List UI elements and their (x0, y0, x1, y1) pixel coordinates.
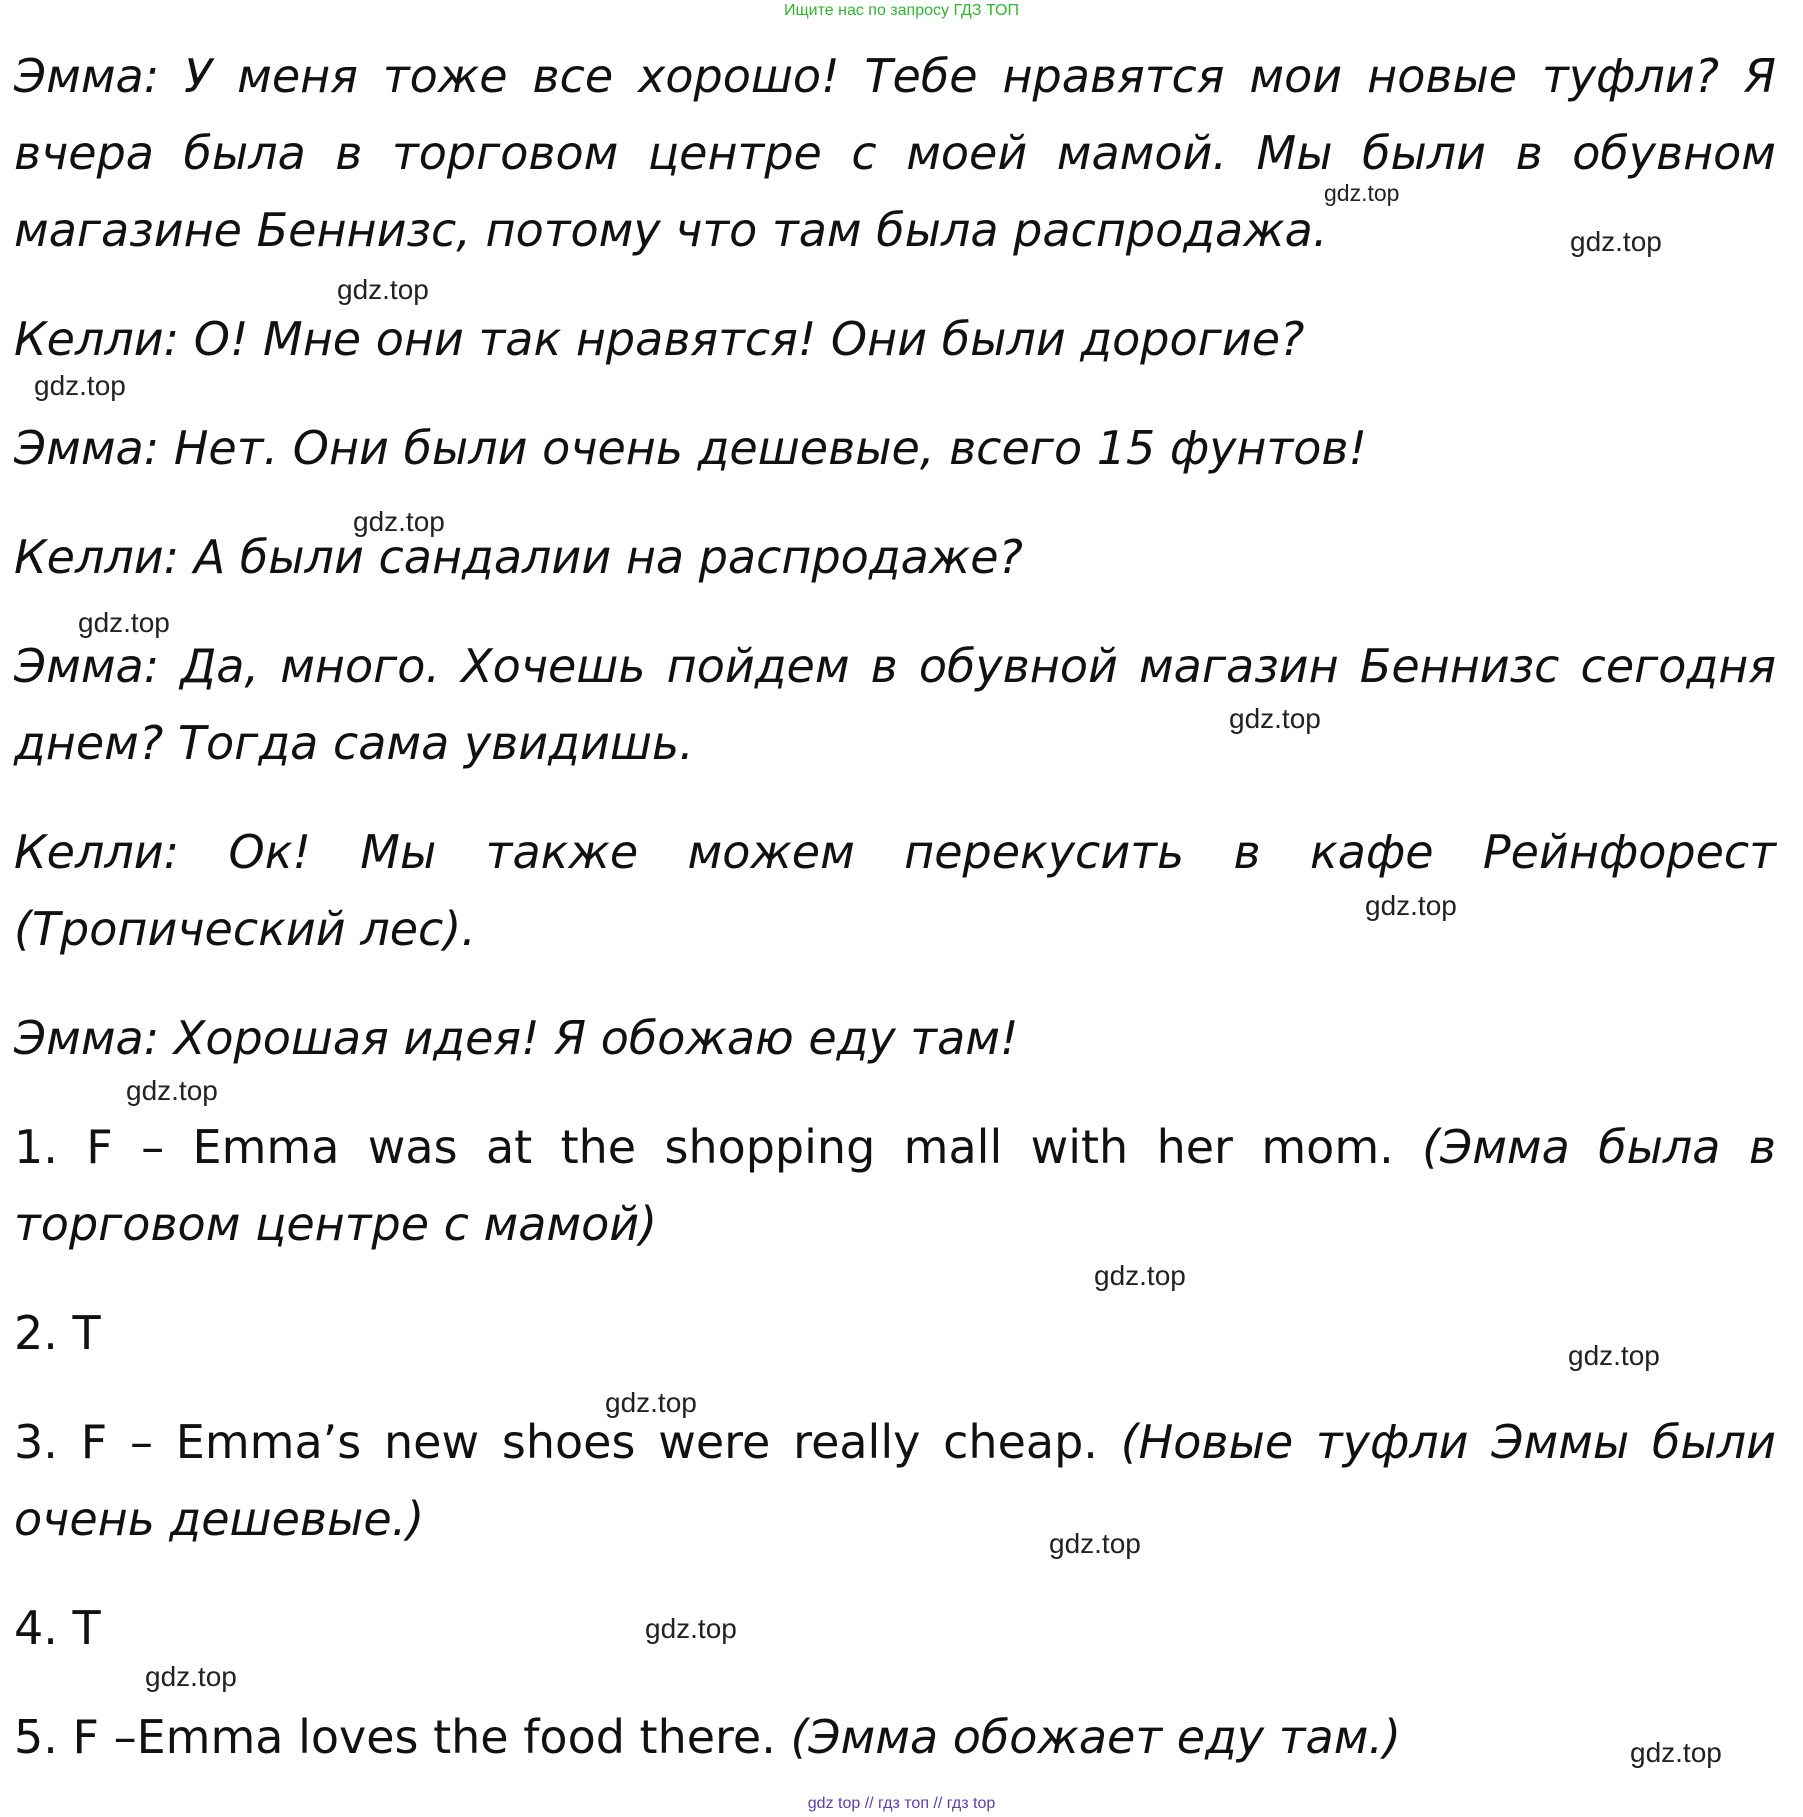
watermark: gdz.top (78, 607, 170, 638)
answer-text: 4. T (14, 1601, 101, 1655)
watermark: gdz.top (145, 1661, 237, 1692)
dialogue-line: Келли: О! Мне они так нравятся! Они были дорогие? (14, 312, 1305, 366)
answer-translation: (Эмма была в торговом центре с мамой) (14, 1120, 1776, 1251)
watermark: gdz.top (1630, 1737, 1722, 1768)
watermark: gdz.top (1324, 180, 1400, 206)
watermark: gdz.top (1049, 1528, 1141, 1559)
watermark: gdz.top (1570, 226, 1662, 257)
document-body (14, 38, 1776, 1776)
watermark: gdz.top (1094, 1260, 1186, 1291)
watermark: gdz.top (1365, 890, 1457, 921)
answer-text: 5. F –Emma loves the food there. (14, 1710, 776, 1764)
search-hint: Ищите нас по запросу ГДЗ ТОП (784, 2, 1019, 19)
dialogue-line: Эмма: Хорошая идея! Я обожаю еду там! (14, 1011, 1019, 1065)
watermark: gdz.top (1229, 703, 1321, 734)
dialogue-line: Эмма: Нет. Они были очень дешевые, всего 15 фунтов! (14, 421, 1367, 475)
answer-text: 2. T (14, 1306, 101, 1360)
answer-translation: (Новые туфли Эммы были очень дешевые.) (14, 1415, 1777, 1546)
answer-item (14, 1109, 1776, 1263)
watermark: gdz.top (1568, 1340, 1660, 1371)
answer-item (14, 1590, 1776, 1667)
answer-item (14, 1295, 1776, 1372)
answer-item (14, 1699, 1776, 1776)
answer-text: 1. F – Emma was at the shopping mall with her mom. (14, 1120, 1394, 1174)
dialogue-line: Келли: Ок! Мы также можем перекусить в кафе Рейнфорест (Тропический лес). (14, 825, 1776, 956)
answer-text: 3. F – Emma’s new shoes were really cheap. (14, 1415, 1098, 1469)
dialogue-line: Эмма: Да, много. Хочешь пойдем в обувной магазин Беннизс сегодня днем? Тогда сама увидишь. (14, 639, 1776, 770)
watermark: gdz.top (34, 370, 126, 401)
answer-translation: (Эмма обожает еду там.) (790, 1710, 1401, 1764)
watermark: gdz.top (126, 1075, 218, 1106)
dialogue-line: Эмма: У меня тоже все хорошо! Тебе нравятся мои новые туфли? Я вчера была в торговом центре с моей мамой. Мы были в обувном магазине Беннизс, потому что там была распродажа. (14, 49, 1776, 257)
footer-note: gdz top // гдз топ // гдз top (807, 1795, 996, 1812)
watermark: gdz.top (605, 1387, 697, 1418)
answer-item (14, 1404, 1776, 1558)
watermark: gdz.top (353, 506, 445, 537)
watermark: gdz.top (645, 1613, 737, 1644)
watermark: gdz.top (337, 274, 429, 305)
dialogue-line: Келли: А были сандалии на распродаже? (14, 530, 1023, 584)
